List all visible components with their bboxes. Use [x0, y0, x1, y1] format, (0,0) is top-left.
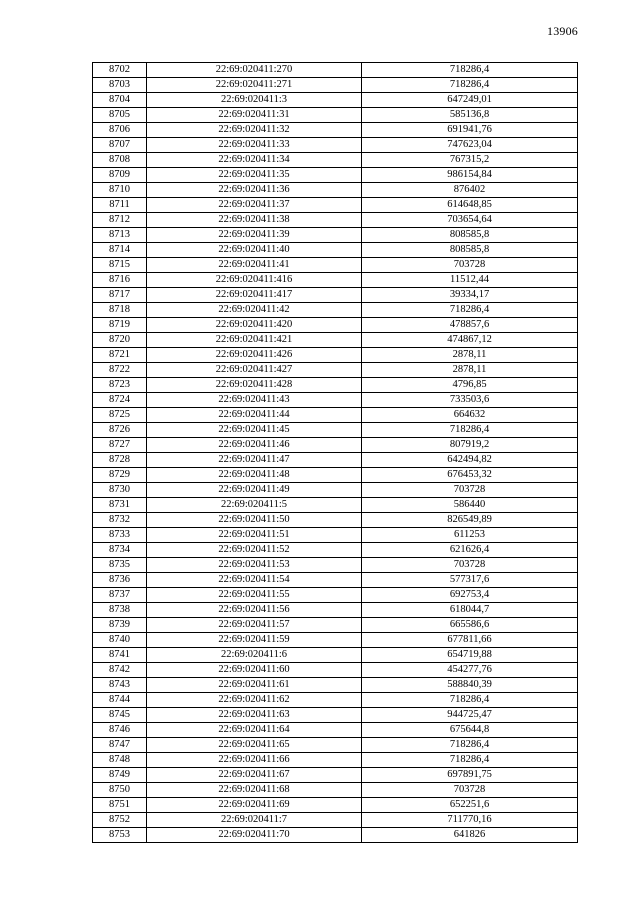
cadastral-value-cell: 11512,44: [362, 273, 578, 288]
cadastral-number-cell: 22:69:020411:420: [147, 318, 362, 333]
cadastral-value-cell: 641826: [362, 828, 578, 843]
table-row: [93, 258, 578, 273]
cadastral-number-cell: 22:69:020411:42: [147, 303, 362, 318]
row-number-cell: 8725: [93, 408, 147, 423]
row-number-cell: 8719: [93, 318, 147, 333]
row-number-cell: 8716: [93, 273, 147, 288]
row-number-cell: 8706: [93, 123, 147, 138]
row-number-cell: 8704: [93, 93, 147, 108]
row-number-cell: 8748: [93, 753, 147, 768]
table-row: [93, 408, 578, 423]
row-number-cell: 8752: [93, 813, 147, 828]
table-row: [93, 693, 578, 708]
row-number-cell: 8717: [93, 288, 147, 303]
row-number-cell: 8720: [93, 333, 147, 348]
cadastral-number-cell: 22:69:020411:39: [147, 228, 362, 243]
table-row: [93, 813, 578, 828]
row-number-cell: 8724: [93, 393, 147, 408]
table-row: [93, 603, 578, 618]
table-row: [93, 678, 578, 693]
cadastral-value-cell: 808585,8: [362, 243, 578, 258]
table-row: [93, 588, 578, 603]
row-number-cell: 8709: [93, 168, 147, 183]
table-row: [93, 108, 578, 123]
cadastral-number-cell: 22:69:020411:271: [147, 78, 362, 93]
table-row: [93, 333, 578, 348]
table-row: [93, 378, 578, 393]
cadastral-number-cell: 22:69:020411:62: [147, 693, 362, 708]
table-body: [93, 63, 578, 843]
cadastral-value-cell: 2878,11: [362, 363, 578, 378]
table-row: [93, 618, 578, 633]
cadastral-number-cell: 22:69:020411:6: [147, 648, 362, 663]
row-number-cell: 8740: [93, 633, 147, 648]
table-row: [93, 528, 578, 543]
cadastral-value-cell: 585136,8: [362, 108, 578, 123]
table-row: [93, 393, 578, 408]
cadastral-number-cell: 22:69:020411:31: [147, 108, 362, 123]
cadastral-number-cell: 22:69:020411:64: [147, 723, 362, 738]
cadastral-value-cell: 611253: [362, 528, 578, 543]
cadastral-value-cell: 718286,4: [362, 78, 578, 93]
table-row: [93, 123, 578, 138]
cadastral-value-cell: 4796,85: [362, 378, 578, 393]
cadastral-number-cell: 22:69:020411:47: [147, 453, 362, 468]
row-number-cell: 8753: [93, 828, 147, 843]
table-row: [93, 438, 578, 453]
row-number-cell: 8703: [93, 78, 147, 93]
row-number-cell: 8712: [93, 213, 147, 228]
cadastral-number-cell: 22:69:020411:428: [147, 378, 362, 393]
cadastral-number-cell: 22:69:020411:37: [147, 198, 362, 213]
table-row: [93, 663, 578, 678]
cadastral-number-cell: 22:69:020411:48: [147, 468, 362, 483]
cadastral-value-cell: 665586,6: [362, 618, 578, 633]
cadastral-number-cell: 22:69:020411:69: [147, 798, 362, 813]
row-number-cell: 8731: [93, 498, 147, 513]
cadastral-number-cell: 22:69:020411:416: [147, 273, 362, 288]
cadastral-value-cell: 664632: [362, 408, 578, 423]
cadastral-value-cell: 826549,89: [362, 513, 578, 528]
cadastral-number-cell: 22:69:020411:50: [147, 513, 362, 528]
page-number: 13906: [547, 24, 578, 38]
cadastral-number-cell: 22:69:020411:427: [147, 363, 362, 378]
table-row: [93, 558, 578, 573]
row-number-cell: 8708: [93, 153, 147, 168]
row-number-cell: 8743: [93, 678, 147, 693]
cadastral-value-cell: 676453,32: [362, 468, 578, 483]
cadastral-number-cell: 22:69:020411:57: [147, 618, 362, 633]
row-number-cell: 8707: [93, 138, 147, 153]
cadastral-number-cell: 22:69:020411:66: [147, 753, 362, 768]
cadastral-value-cell: 647249,01: [362, 93, 578, 108]
cadastral-value-cell: 703728: [362, 258, 578, 273]
row-number-cell: 8721: [93, 348, 147, 363]
cadastral-value-cell: 675644,8: [362, 723, 578, 738]
cadastral-number-cell: 22:69:020411:35: [147, 168, 362, 183]
table-row: [93, 633, 578, 648]
cadastral-number-cell: 22:69:020411:65: [147, 738, 362, 753]
row-number-cell: 8738: [93, 603, 147, 618]
cadastral-number-cell: 22:69:020411:51: [147, 528, 362, 543]
table-row: [93, 228, 578, 243]
cadastral-value-cell: 747623,04: [362, 138, 578, 153]
cadastral-value-cell: 39334,17: [362, 288, 578, 303]
row-number-cell: 8742: [93, 663, 147, 678]
cadastral-value-cell: 577317,6: [362, 573, 578, 588]
cadastral-value-cell: 767315,2: [362, 153, 578, 168]
cadastral-value-cell: 718286,4: [362, 303, 578, 318]
cadastral-value-cell: 986154,84: [362, 168, 578, 183]
row-number-cell: 8723: [93, 378, 147, 393]
row-number-cell: 8730: [93, 483, 147, 498]
cadastral-number-cell: 22:69:020411:32: [147, 123, 362, 138]
cadastral-value-cell: 586440: [362, 498, 578, 513]
row-number-cell: 8728: [93, 453, 147, 468]
cadastral-value-cell: 697891,75: [362, 768, 578, 783]
row-number-cell: 8744: [93, 693, 147, 708]
table-row: [93, 198, 578, 213]
table-row: [93, 348, 578, 363]
table-row: [93, 498, 578, 513]
cadastral-value-cell: 733503,6: [362, 393, 578, 408]
cadastral-value-cell: 474867,12: [362, 333, 578, 348]
table-row: [93, 828, 578, 843]
cadastral-number-cell: 22:69:020411:46: [147, 438, 362, 453]
cadastral-number-cell: 22:69:020411:3: [147, 93, 362, 108]
table-row: [93, 543, 578, 558]
cadastral-number-cell: 22:69:020411:33: [147, 138, 362, 153]
cadastral-value-cell: 703728: [362, 783, 578, 798]
table-row: [93, 213, 578, 228]
cadastral-number-cell: 22:69:020411:53: [147, 558, 362, 573]
table-row: [93, 303, 578, 318]
row-number-cell: 8739: [93, 618, 147, 633]
cadastral-value-cell: 876402: [362, 183, 578, 198]
table-row: [93, 573, 578, 588]
cadastral-value-cell: 703728: [362, 558, 578, 573]
table-row: [93, 708, 578, 723]
cadastral-number-cell: 22:69:020411:417: [147, 288, 362, 303]
cadastral-number-cell: 22:69:020411:36: [147, 183, 362, 198]
table-row: [93, 93, 578, 108]
table-row: [93, 738, 578, 753]
table-row: [93, 63, 578, 78]
table-row: [93, 243, 578, 258]
row-number-cell: 8710: [93, 183, 147, 198]
cadastral-value-cell: 718286,4: [362, 693, 578, 708]
cadastral-number-cell: 22:69:020411:68: [147, 783, 362, 798]
cadastral-value-cell: 654719,88: [362, 648, 578, 663]
table-row: [93, 453, 578, 468]
cadastral-value-cell: 642494,82: [362, 453, 578, 468]
cadastral-value-cell: 718286,4: [362, 738, 578, 753]
cadastral-number-cell: 22:69:020411:49: [147, 483, 362, 498]
row-number-cell: 8713: [93, 228, 147, 243]
cadastral-number-cell: 22:69:020411:45: [147, 423, 362, 438]
cadastral-value-cell: 718286,4: [362, 753, 578, 768]
cadastral-value-cell: 718286,4: [362, 423, 578, 438]
table-row: [93, 648, 578, 663]
row-number-cell: 8727: [93, 438, 147, 453]
row-number-cell: 8718: [93, 303, 147, 318]
row-number-cell: 8751: [93, 798, 147, 813]
table-row: [93, 798, 578, 813]
row-number-cell: 8750: [93, 783, 147, 798]
cadastral-number-cell: 22:69:020411:38: [147, 213, 362, 228]
row-number-cell: 8735: [93, 558, 147, 573]
cadastral-value-cell: 588840,39: [362, 678, 578, 693]
table-row: [93, 753, 578, 768]
cadastral-number-cell: 22:69:020411:5: [147, 498, 362, 513]
row-number-cell: 8732: [93, 513, 147, 528]
cadastral-number-cell: 22:69:020411:426: [147, 348, 362, 363]
cadastral-value-cell: 478857,6: [362, 318, 578, 333]
row-number-cell: 8741: [93, 648, 147, 663]
cadastral-value-cell: 618044,7: [362, 603, 578, 618]
cadastral-value-cell: 691941,76: [362, 123, 578, 138]
table-row: [93, 153, 578, 168]
table-row: [93, 78, 578, 93]
cadastral-value-cell: 677811,66: [362, 633, 578, 648]
row-number-cell: 8746: [93, 723, 147, 738]
table-row: [93, 483, 578, 498]
table-row: [93, 768, 578, 783]
cadastral-value-cell: 454277,76: [362, 663, 578, 678]
row-number-cell: 8715: [93, 258, 147, 273]
row-number-cell: 8747: [93, 738, 147, 753]
cadastral-number-cell: 22:69:020411:270: [147, 63, 362, 78]
row-number-cell: 8733: [93, 528, 147, 543]
cadastral-number-cell: 22:69:020411:70: [147, 828, 362, 843]
cadastral-value-cell: 711770,16: [362, 813, 578, 828]
cadastral-value-table: [92, 62, 578, 843]
cadastral-number-cell: 22:69:020411:44: [147, 408, 362, 423]
cadastral-number-cell: 22:69:020411:55: [147, 588, 362, 603]
table-row: [93, 783, 578, 798]
row-number-cell: 8729: [93, 468, 147, 483]
row-number-cell: 8722: [93, 363, 147, 378]
row-number-cell: 8745: [93, 708, 147, 723]
cadastral-number-cell: 22:69:020411:41: [147, 258, 362, 273]
cadastral-number-cell: 22:69:020411:59: [147, 633, 362, 648]
row-number-cell: 8737: [93, 588, 147, 603]
table-row: [93, 183, 578, 198]
cadastral-number-cell: 22:69:020411:60: [147, 663, 362, 678]
cadastral-value-cell: 692753,4: [362, 588, 578, 603]
cadastral-number-cell: 22:69:020411:43: [147, 393, 362, 408]
cadastral-value-cell: 808585,8: [362, 228, 578, 243]
row-number-cell: 8734: [93, 543, 147, 558]
row-number-cell: 8736: [93, 573, 147, 588]
cadastral-value-cell: 703654,64: [362, 213, 578, 228]
row-number-cell: 8711: [93, 198, 147, 213]
table-row: [93, 468, 578, 483]
row-number-cell: 8714: [93, 243, 147, 258]
cadastral-number-cell: 22:69:020411:34: [147, 153, 362, 168]
cadastral-value-cell: 652251,6: [362, 798, 578, 813]
table-row: [93, 318, 578, 333]
cadastral-value-cell: 621626,4: [362, 543, 578, 558]
cadastral-number-cell: 22:69:020411:67: [147, 768, 362, 783]
table-row: [93, 273, 578, 288]
cadastral-number-cell: 22:69:020411:421: [147, 333, 362, 348]
cadastral-number-cell: 22:69:020411:63: [147, 708, 362, 723]
cadastral-number-cell: 22:69:020411:54: [147, 573, 362, 588]
cadastral-value-cell: 718286,4: [362, 63, 578, 78]
cadastral-number-cell: 22:69:020411:40: [147, 243, 362, 258]
cadastral-value-cell: 807919,2: [362, 438, 578, 453]
cadastral-value-cell: 944725,47: [362, 708, 578, 723]
cadastral-value-cell: 614648,85: [362, 198, 578, 213]
cadastral-number-cell: 22:69:020411:56: [147, 603, 362, 618]
cadastral-number-cell: 22:69:020411:52: [147, 543, 362, 558]
table-row: [93, 513, 578, 528]
table-row: [93, 423, 578, 438]
table-row: [93, 723, 578, 738]
row-number-cell: 8702: [93, 63, 147, 78]
row-number-cell: 8705: [93, 108, 147, 123]
table-row: [93, 363, 578, 378]
row-number-cell: 8726: [93, 423, 147, 438]
cadastral-value-cell: 2878,11: [362, 348, 578, 363]
table-row: [93, 168, 578, 183]
row-number-cell: 8749: [93, 768, 147, 783]
cadastral-number-cell: 22:69:020411:7: [147, 813, 362, 828]
cadastral-value-cell: 703728: [362, 483, 578, 498]
cadastral-number-cell: 22:69:020411:61: [147, 678, 362, 693]
table-row: [93, 138, 578, 153]
table-row: [93, 288, 578, 303]
